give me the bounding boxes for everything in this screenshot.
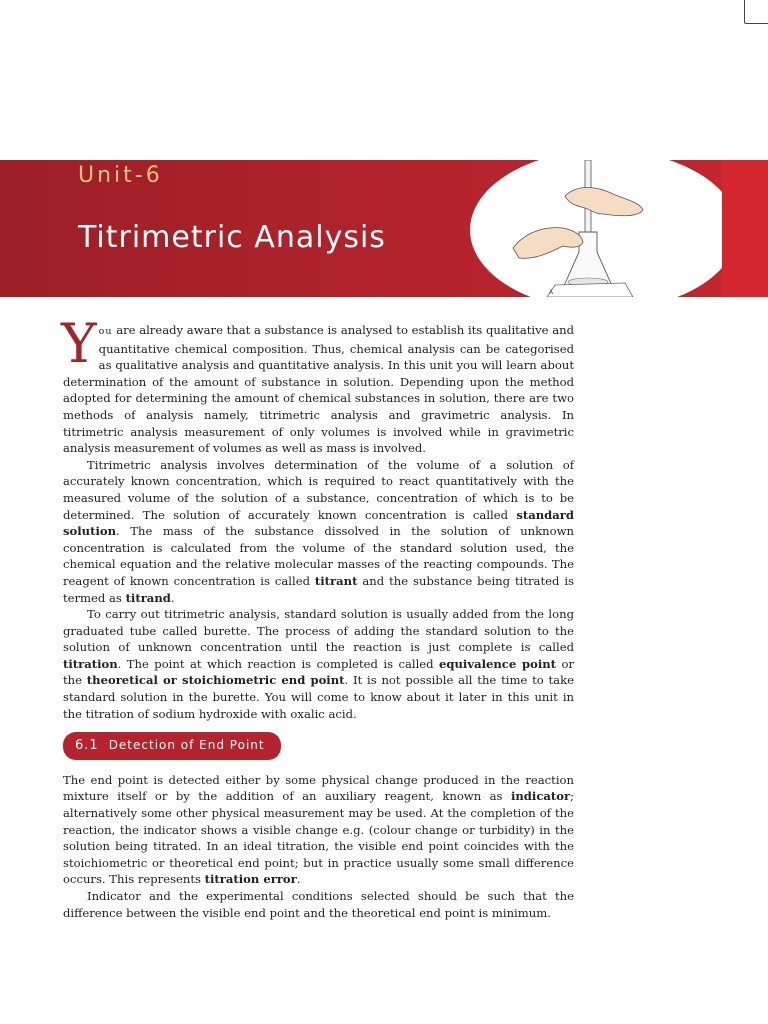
section-paragraph-1 <box>63 772 574 888</box>
term-titration: titration <box>63 656 118 671</box>
corner-box <box>744 0 768 24</box>
intro-smallcaps: ou <box>98 326 113 337</box>
text-run: . <box>170 590 175 605</box>
chapter-text <box>61 312 574 921</box>
text-run: ; alternatively some other physical measurement may be used. At the completion of the reaction, the indicator shows a visible change e.g. (colour change or turbidity) in the solution being titrated. In an ideal titration, the visible end point coincides with the stoichiometric or theoretical end point; but in practice usually some small difference occurs. This represents <box>63 789 574 887</box>
text-run: The end point is detected either by some physical change produced in the reaction mixture itself or by the addition of an auxiliary reagent, known as <box>63 772 574 804</box>
text-run: . The point at which reaction is completed is called <box>117 656 440 671</box>
text-run: . The mass of the substance dissolved in the solution of unknown concentration is calculated from the volume of the standard solution used, the chemical equation and the relative molecular masses of the reacting compounds. The reagent of known concentration is called <box>63 524 574 588</box>
text-run: and the substance being titrated is termed as <box>63 573 574 605</box>
dropcap: Y <box>61 312 97 375</box>
term-titrant: titrant <box>314 573 358 588</box>
figure-label: A <box>549 289 554 296</box>
unit-label: Unit-6 <box>78 163 163 188</box>
section-title: Detection of End Point <box>108 738 265 753</box>
text-run: . <box>296 872 301 887</box>
text-run: To carry out titrimetric analysis, standard solution is usually added from the long graduated tube called burette. The process of adding the standard solution to the solution of unknown concentration until the reaction is just complete is called <box>63 607 574 655</box>
banner-right-strip <box>722 160 768 297</box>
section-paragraph-2: Indicator and the experimental conditions selected should be such that the difference between the visible end point and the theoretical end point is minimum. <box>63 889 574 920</box>
term-equivalence-point: equivalence point <box>439 656 557 671</box>
section-number: 6.1 <box>75 738 99 754</box>
term-titrand: titrand <box>125 590 171 605</box>
intro-paragraph-2 <box>63 457 574 606</box>
text-run: Titrimetric analysis involves determination of the volume of a solution of accurately known concentration, which is required to react quantitatively with the measured volume of the solution of a substance, concentration of which is to be determined. The solution of accurately known concentration is called <box>63 457 574 522</box>
section-heading <box>63 732 281 760</box>
intro-text: are already aware that a substance is analysed to establish its qualitative and quantitative chemical composition. Thus, chemical analysis can be categorised as qualitative analysis and quantitative analysis. In this unit you will learn about determination of the amount of substance in solution. Depending upon the method adopted for determining the amount of chemical substances in solution, there are two methods of analysis namely, titrimetric analysis and gravimetric analysis. In titrimetric analysis measurement of only volumes is involved while in gravimetric analysis measurement of volumes as well as mass is involved. <box>63 323 574 456</box>
term-standard-solution: standard solution <box>63 507 574 539</box>
unit-title: Titrimetric Analysis <box>78 220 386 255</box>
titration-illustration <box>505 160 645 297</box>
term-end-point: theoretical or stoichiometric end point <box>86 673 345 688</box>
intro-paragraph-1 <box>61 312 574 457</box>
term-titration-error: titration error <box>204 872 297 887</box>
text-run: or the <box>63 656 574 688</box>
text-run: . It is not possible all the time to take standard solution in the burette. You will come to know about it later in this unit in the titration of sodium hydroxide with oxalic acid. <box>63 673 574 721</box>
term-indicator: indicator <box>510 789 571 804</box>
intro-paragraph-3 <box>63 606 574 722</box>
